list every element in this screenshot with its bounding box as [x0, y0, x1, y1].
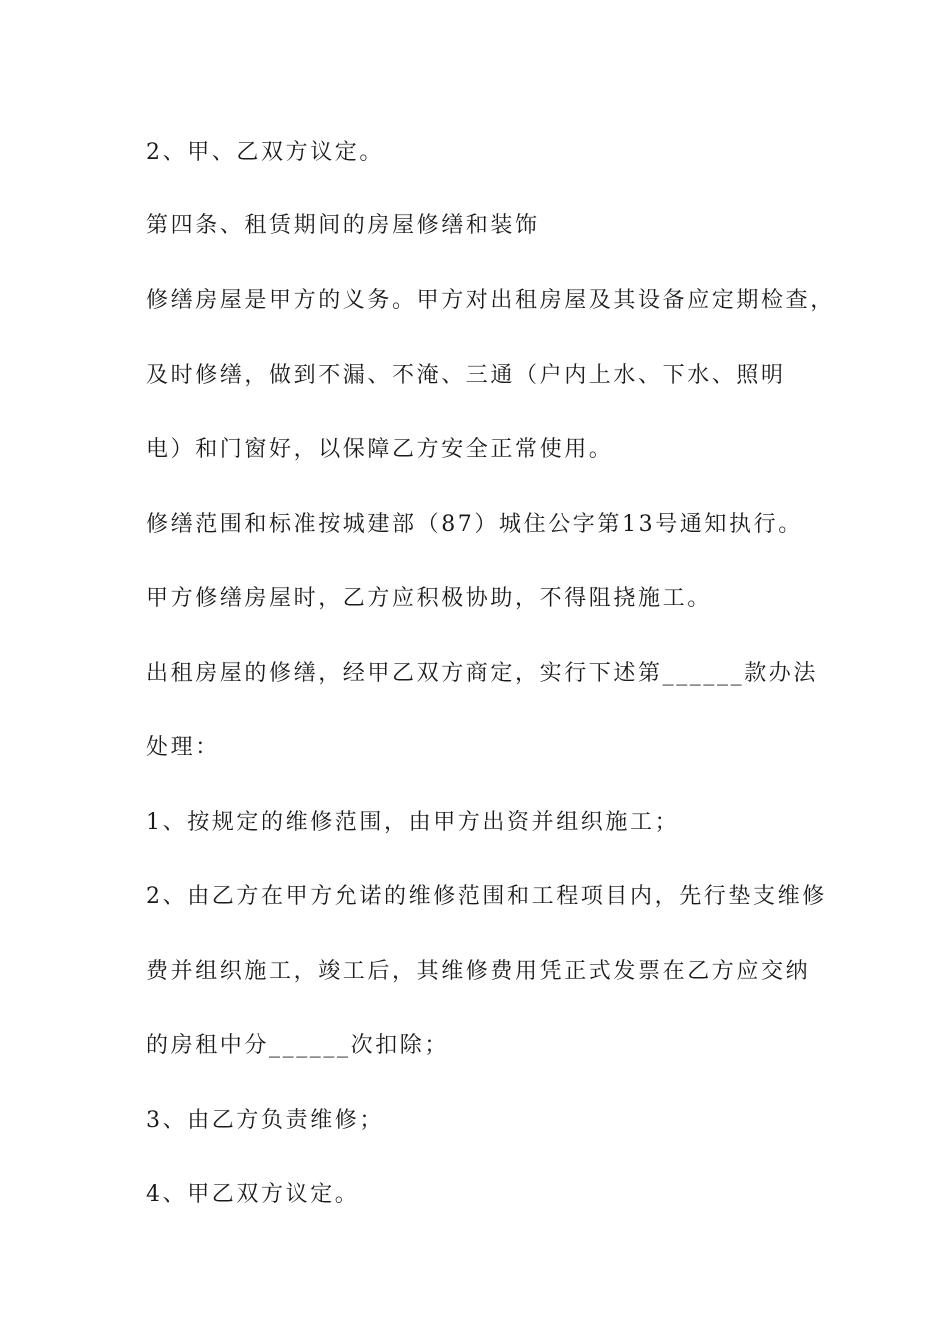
clause-text-line: 出租房屋的修缮，经甲乙双方商定，实行下述第______款办法 — [146, 661, 819, 686]
clause-text-line: 甲方修缮房屋时，乙方应积极协助，不得阻挠施工。 — [146, 586, 712, 611]
clause-text-line: 电）和门窗好，以保障乙方安全正常使用。 — [146, 437, 614, 462]
option-item: 2、由乙方在甲方允诺的维修范围和工程项目内，先行垫支维修 — [146, 884, 827, 909]
clause-text-line: 费并组织施工，竣工后，其维修费用凭正式发票在乙方应交纳 — [146, 959, 811, 984]
clause-text-line: 处理： — [146, 735, 220, 760]
option-item: 1、按规定的维修范围，由甲方出资并组织施工； — [146, 810, 680, 835]
clause-text-line: 的房租中分______次扣除； — [146, 1033, 450, 1058]
option-item: 4、甲乙双方议定。 — [146, 1182, 360, 1207]
option-item: 3、由乙方负责维修； — [146, 1108, 384, 1133]
clause-text-line: 及时修缮，做到不漏、不淹、三通（户内上水、下水、照明 — [146, 363, 786, 388]
clause-text-line: 2、甲、乙双方议定。 — [146, 140, 384, 165]
clause-text-line: 修缮范围和标准按城建部（87）城住公字第13号通知执行。 — [146, 512, 803, 537]
clause-text-line: 修缮房屋是甲方的义务。甲方对出租房屋及其设备应定期检查， — [146, 288, 835, 313]
article-heading: 第四条、租赁期间的房屋修缮和装饰 — [146, 213, 540, 238]
